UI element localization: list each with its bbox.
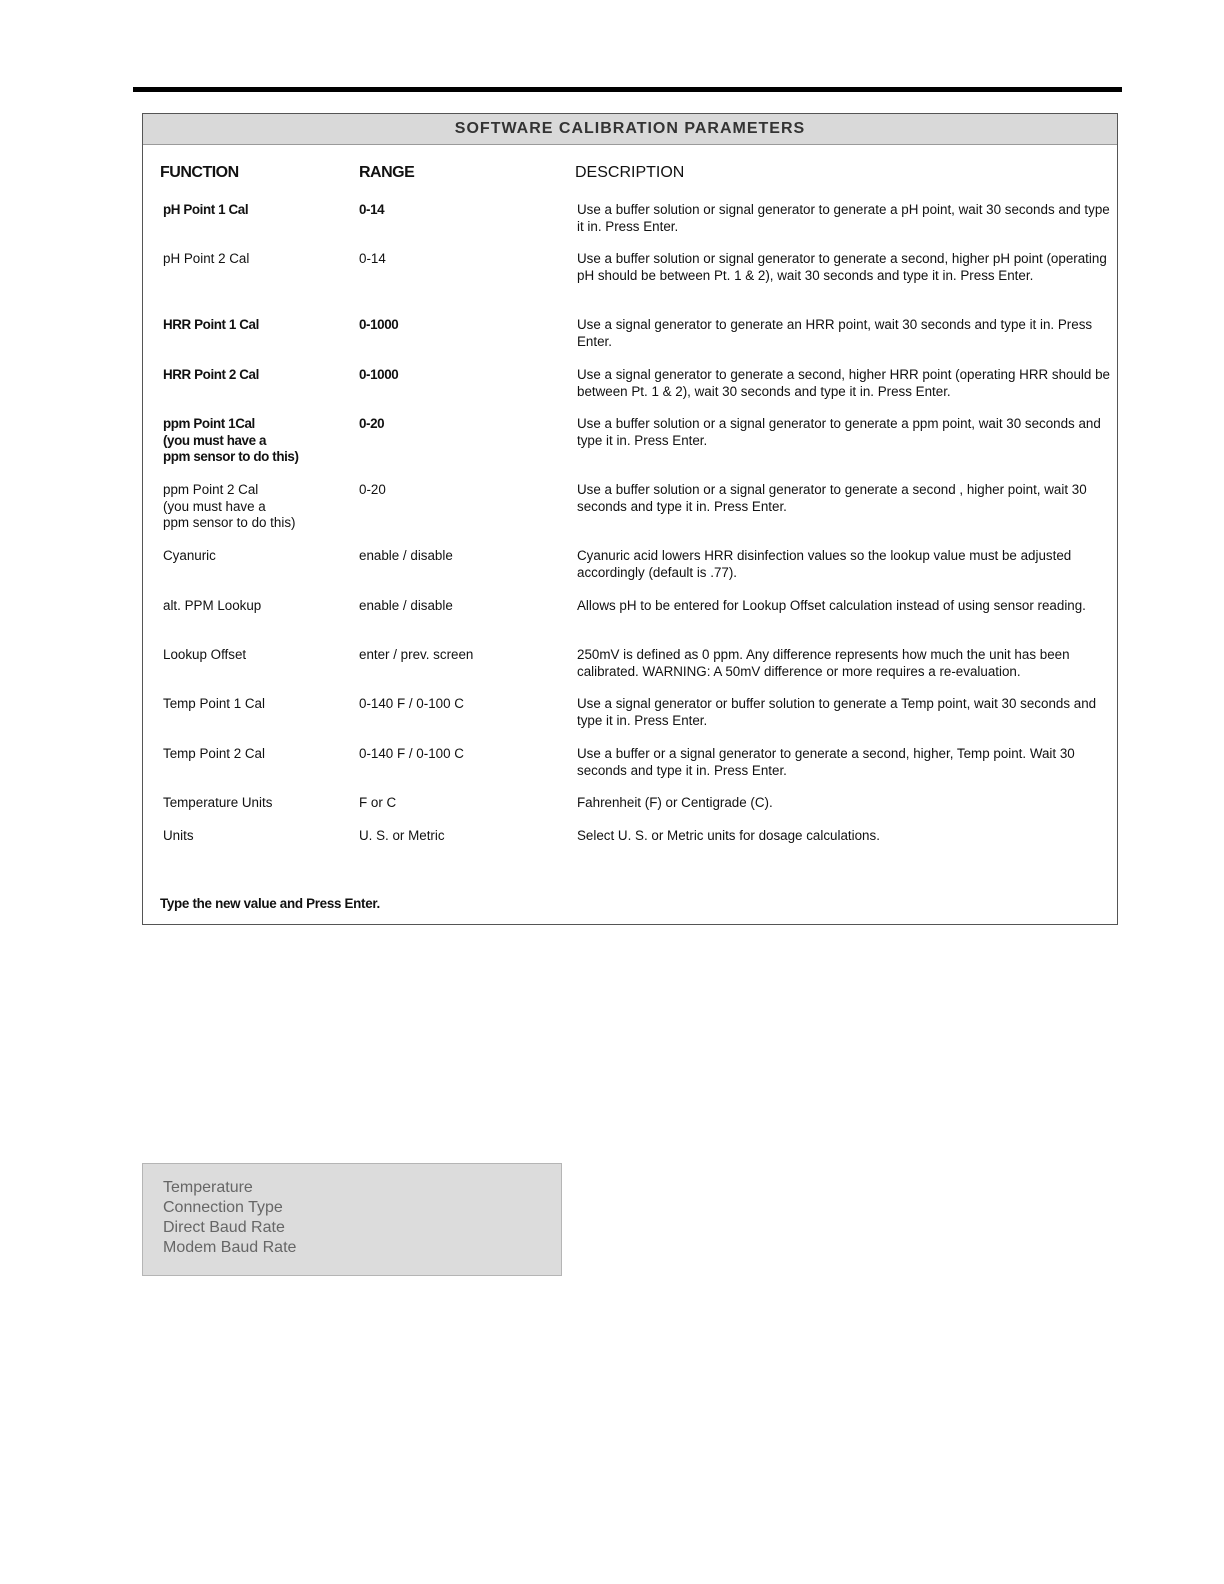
calibration-parameters-panel: [142, 113, 1118, 925]
range-cell: 0-140 F / 0-100 C: [359, 746, 464, 761]
description-cell: Use a buffer solution or signal generator to generate a second, higher pH point (operating pH should be between Pt. 1 & 2), wait 30 seconds and type it in. Press Enter.: [577, 251, 1107, 283]
header-function: FUNCTION: [160, 164, 239, 181]
range-cell: 0-1000: [359, 317, 399, 332]
function-cell: alt. PPM Lookup: [163, 598, 262, 613]
range-cell: 0-140 F / 0-100 C: [359, 696, 464, 711]
description-cell: Fahrenheit (F) or Centigrade (C).: [577, 795, 773, 810]
description-cell: Use a buffer or a signal generator to generate a second, higher, Temp point. Wait 30 seconds and type it in. Press Enter.: [577, 746, 1075, 778]
description-cell: Select U. S. or Metric units for dosage calculations.: [577, 828, 880, 843]
function-cell: Cyanuric: [163, 548, 216, 563]
function-cell: Temp Point 2 Cal: [163, 746, 265, 761]
range-cell: enter / prev. screen: [359, 647, 474, 662]
function-cell: Lookup Offset: [163, 647, 247, 662]
menu-item-direct-baud-rate[interactable]: Direct Baud Rate: [163, 1219, 285, 1236]
range-cell: 0-20: [359, 482, 386, 497]
function-cell: HRR Point 2 Cal: [163, 367, 259, 382]
function-cell: ppm Point 1Cal (you must have a ppm sensor to do this): [163, 416, 299, 464]
settings-menu: [142, 1163, 562, 1276]
function-cell: Units: [163, 828, 194, 843]
top-rule: [133, 87, 1122, 92]
range-cell: 0-14: [359, 251, 386, 266]
range-cell: 0-20: [359, 416, 385, 431]
panel-title: SOFTWARE CALIBRATION PARAMETERS: [143, 114, 1117, 145]
function-cell: ppm Point 2 Cal (you must have a ppm sensor to do this): [163, 482, 296, 530]
function-cell: pH Point 2 Cal: [163, 251, 250, 266]
range-cell: F or C: [359, 795, 397, 810]
description-cell: Use a buffer solution or a signal generator to generate a ppm point, wait 30 seconds and type it in. Press Enter.: [577, 416, 1101, 448]
description-cell: Use a signal generator to generate a second, higher HRR point (operating HRR should be between Pt. 1 & 2), wait 30 seconds and type it in. Press Enter.: [577, 367, 1110, 399]
menu-item-temperature[interactable]: Temperature: [163, 1179, 253, 1196]
description-cell: Use a signal generator to generate an HRR point, wait 30 seconds and type it in. Press Enter.: [577, 317, 1093, 349]
function-cell: Temp Point 1 Cal: [163, 696, 265, 711]
description-cell: Use a buffer solution or a signal generator to generate a second , higher point, wait 30 seconds and type it in. Press Enter.: [577, 482, 1087, 514]
menu-item-modem-baud-rate[interactable]: Modem Baud Rate: [163, 1239, 297, 1256]
description-cell: Cyanuric acid lowers HRR disinfection values so the lookup value must be adjusted accordingly (default is .77).: [577, 548, 1072, 580]
footer-note: Type the new value and Press Enter.: [160, 896, 380, 911]
range-cell: enable / disable: [359, 548, 453, 563]
function-cell: Temperature Units: [163, 795, 273, 810]
range-cell: U. S. or Metric: [359, 828, 445, 843]
description-cell: Use a buffer solution or signal generator to generate a pH point, wait 30 seconds and type it in. Press Enter.: [577, 202, 1110, 234]
description-cell: 250mV is defined as 0 ppm. Any difference represents how much the unit has been calibrated. WARNING: A 50mV difference or more requires a re-evaluation.: [577, 647, 1070, 679]
description-cell: Allows pH to be entered for Lookup Offset calculation instead of using sensor reading.: [577, 598, 1086, 613]
function-cell: HRR Point 1 Cal: [163, 317, 259, 332]
description-cell: Use a signal generator or buffer solution to generate a Temp point, wait 30 seconds and type it in. Press Enter.: [577, 696, 1097, 728]
range-cell: 0-14: [359, 202, 385, 217]
header-range: RANGE: [359, 164, 415, 181]
menu-item-connection-type[interactable]: Connection Type: [163, 1199, 283, 1216]
function-cell: pH Point 1 Cal: [163, 202, 249, 217]
range-cell: enable / disable: [359, 598, 453, 613]
range-cell: 0-1000: [359, 367, 399, 382]
header-description: DESCRIPTION: [575, 164, 685, 181]
